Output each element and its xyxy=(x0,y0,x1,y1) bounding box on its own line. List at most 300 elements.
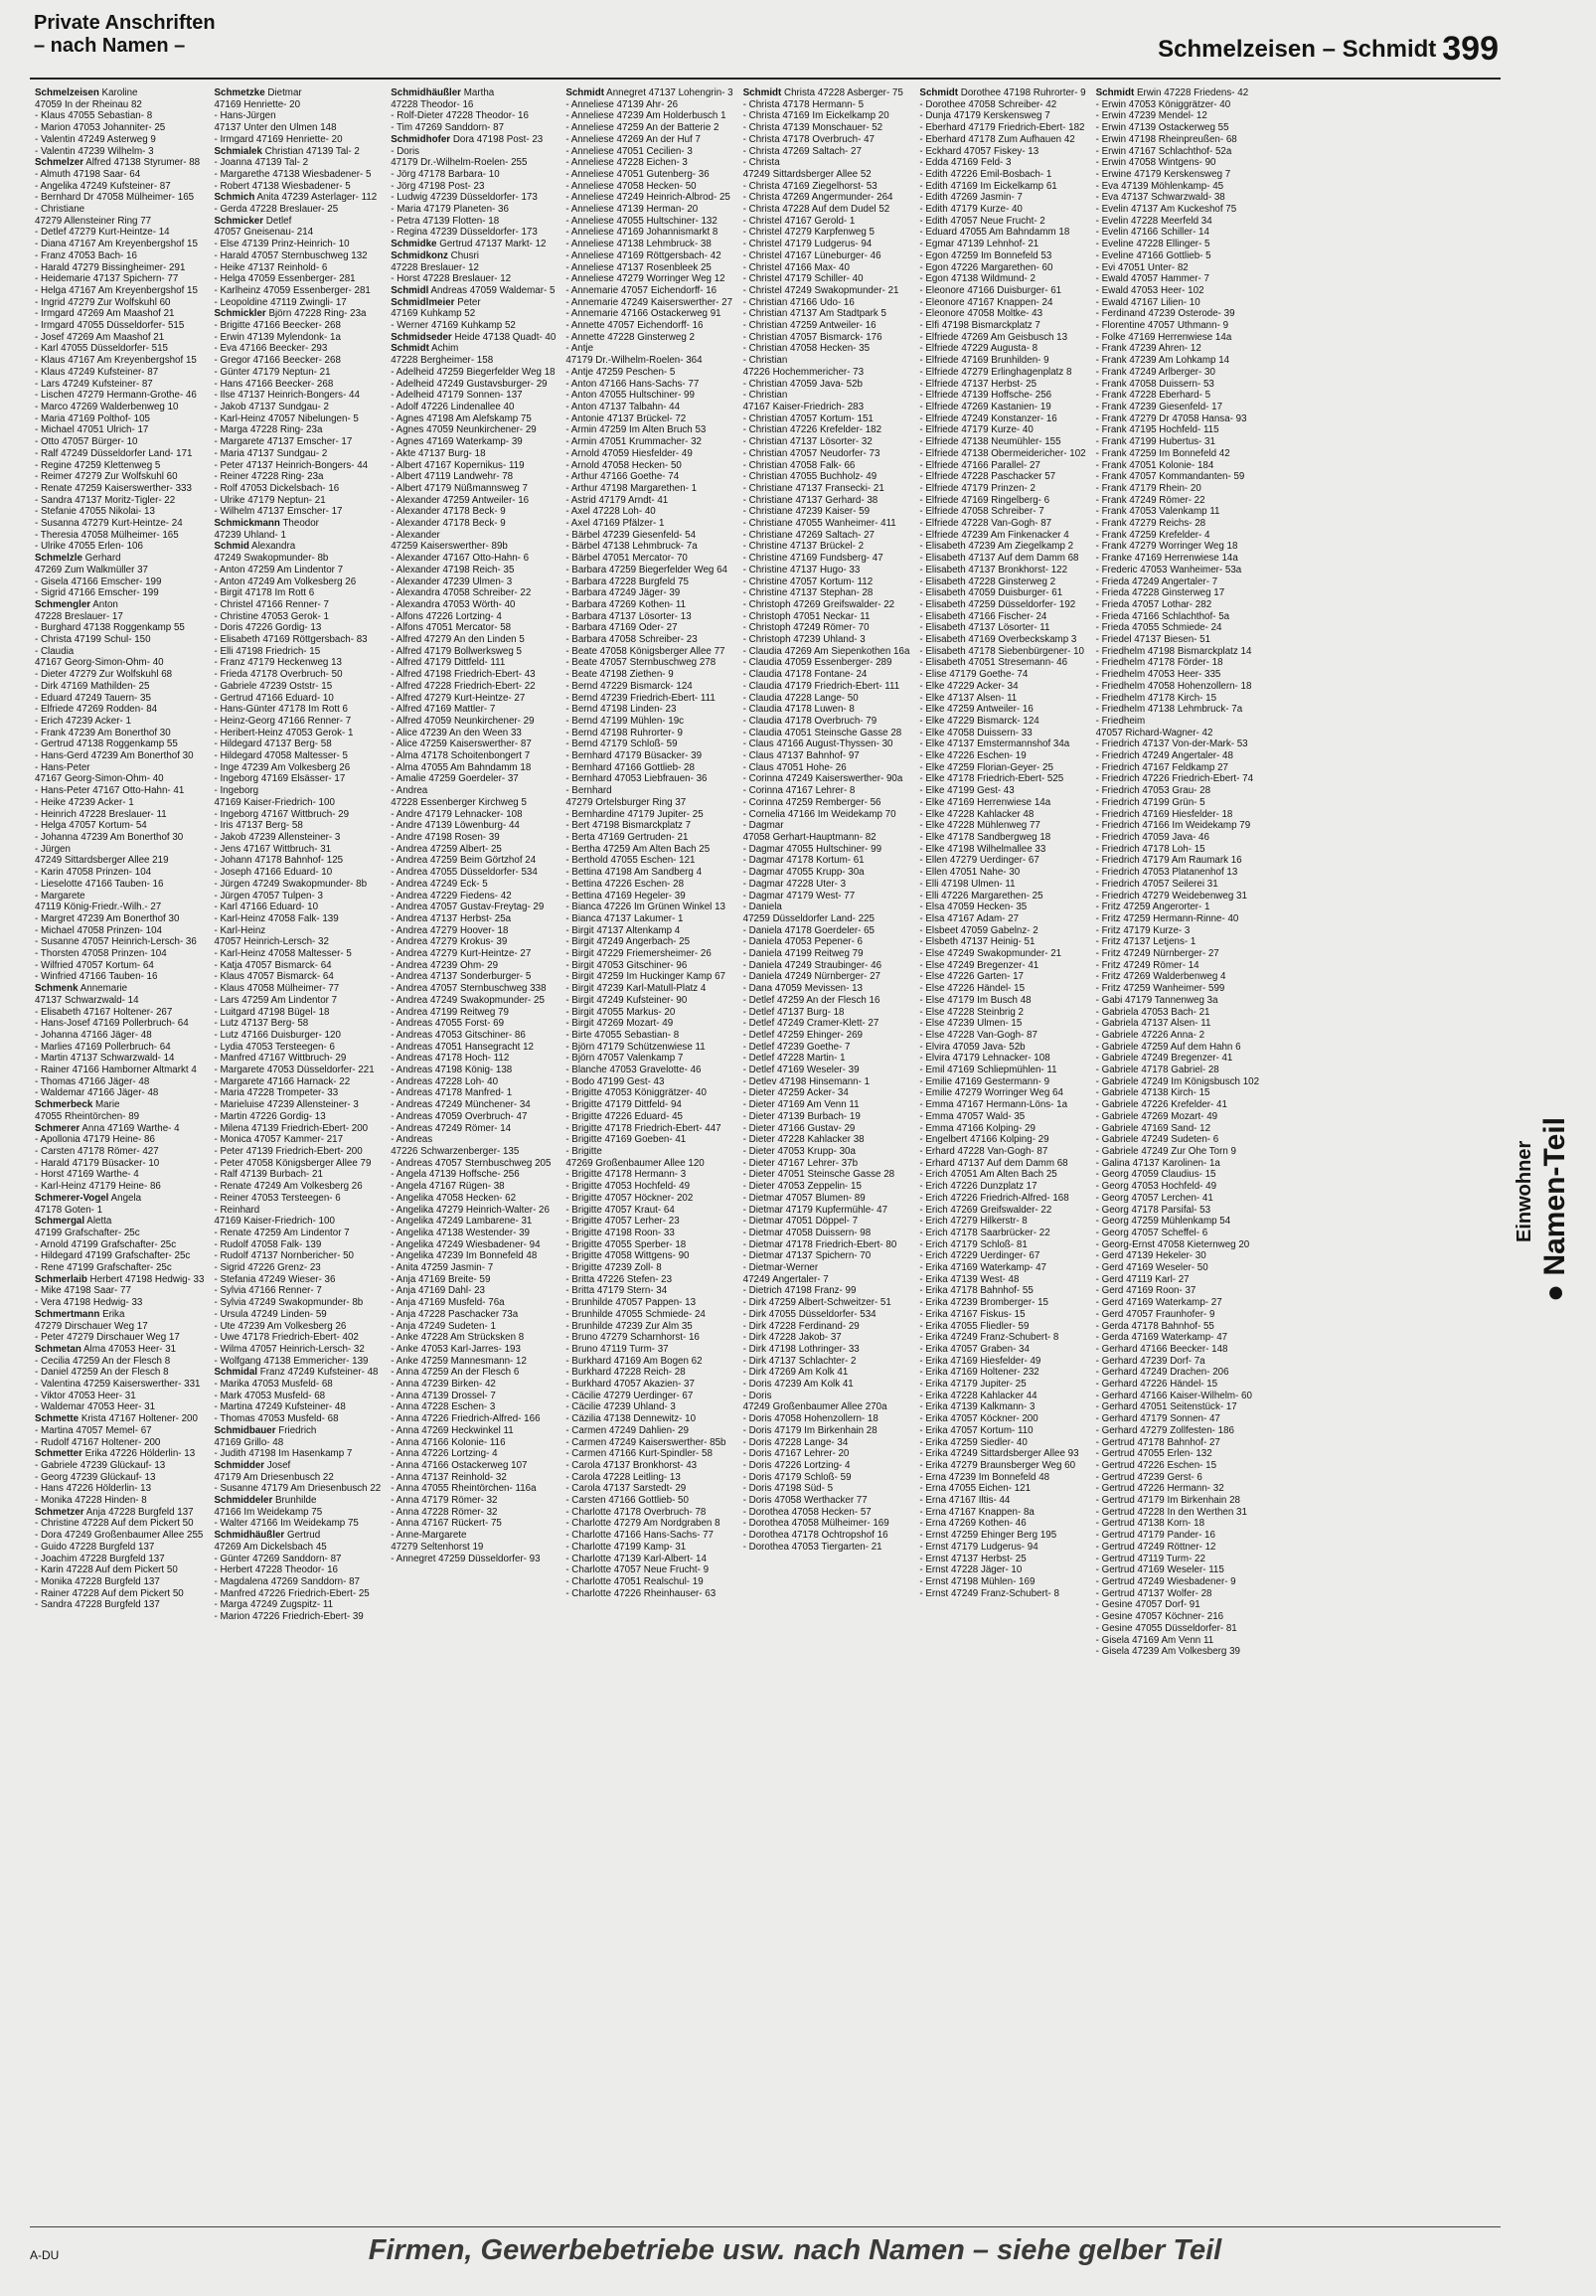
directory-entry: - Charlotte 47166 Hans-Sachs- 77 xyxy=(565,1530,714,1542)
directory-entry: - Dagmar 47055 Hultschiner- 99 xyxy=(742,843,882,855)
directory-entry: - Fritz 47259 Angerorter- 1 xyxy=(1095,902,1210,913)
directory-entry: - Claudia xyxy=(35,645,75,657)
directory-entry: - Birgit 47053 Gitschiner- 96 xyxy=(565,959,688,971)
directory-entry: - Frieda 47178 Overbruch- 50 xyxy=(214,669,343,681)
directory-entry: - Franz 47053 Bach- 16 xyxy=(35,249,137,261)
directory-entry: Schmidt Dorothee 47198 Ruhrorter- 9 xyxy=(919,87,1086,98)
directory-entry: Schmidhofer Dora 47198 Post- 23 xyxy=(391,133,544,145)
directory-entry: - Hildegard 47137 Berg- 58 xyxy=(214,738,332,750)
directory-entry: - Arnold 47058 Hecken- 50 xyxy=(565,459,682,471)
directory-entry: - Dagmar 47178 Kortum- 61 xyxy=(742,855,865,867)
directory-entry: - Andrea 47239 Ohm- 29 xyxy=(391,959,499,971)
directory-entry: - Hildegard 47199 Grafschafter- 25c xyxy=(35,1250,191,1262)
side-tab-small-label: Einwohner xyxy=(1514,1140,1535,1242)
directory-entry: - Erhard 47228 Van-Gogh- 87 xyxy=(919,1145,1048,1157)
directory-entry: - Susanne 47057 Heinrich-Lersch- 36 xyxy=(35,936,197,948)
directory-entry: - Christa 47269 Saltach- 27 xyxy=(742,145,862,157)
directory-entry: - Bernd 47179 Schloß- 59 xyxy=(565,738,678,750)
directory-entry: - Dirk 47228 Jakob- 37 xyxy=(742,1332,842,1344)
directory-entry: - Andreas 47178 Manfred- 1 xyxy=(391,1087,513,1099)
directory-entry: - Erna 47269 Kothen- 46 xyxy=(919,1518,1027,1530)
directory-entry: - Anna 47137 Reinhold- 32 xyxy=(391,1471,507,1483)
directory-entry: - Erna 47167 Knappen- 8a xyxy=(919,1506,1035,1518)
directory-entry: - Andre 47139 Löwenburg- 44 xyxy=(391,820,520,832)
directory-entry: - Elfriede 47269 Am Geisbusch 13 xyxy=(919,331,1068,343)
directory-entry: 47169 Kaiser-Friedrich- 100 xyxy=(214,1216,335,1228)
directory-entry: - Helga 47057 Kortum- 54 xyxy=(35,820,147,832)
directory-entry: Schmetzer Anja 47228 Burgfeld 137 xyxy=(35,1506,194,1518)
directory-entry: - Björn 47179 Schützenwiese 11 xyxy=(565,1041,706,1053)
directory-entry: - Eduard 47055 Am Bahndamm 18 xyxy=(919,227,1070,239)
directory-entry: - Ernst 47228 Jäger- 10 xyxy=(919,1564,1023,1576)
directory-entry: - Alfred 47059 Neunkirchener- 29 xyxy=(391,715,535,727)
directory-entry: - Johann 47178 Bahnhof- 125 xyxy=(214,855,344,867)
directory-entry: - Gisela 47166 Emscher- 199 xyxy=(35,575,162,587)
directory-entry: - Akte 47137 Burg- 18 xyxy=(391,447,486,459)
directory-entry: - Antje 47259 Peschen- 5 xyxy=(565,366,676,378)
directory-entry: - Monika 47228 Burgfeld 137 xyxy=(35,1576,160,1587)
directory-entry: - Andre 47179 Lehnacker- 108 xyxy=(391,808,523,820)
directory-entry: - Brigitte 47055 Sperber- 18 xyxy=(565,1238,687,1250)
directory-entry: - Christian 47055 Buchholz- 49 xyxy=(742,471,878,483)
directory-entry: 47279 Ortelsburger Ring 37 xyxy=(565,796,687,808)
directory-entry: - Christoph 47239 Uhland- 3 xyxy=(742,634,866,646)
directory-entry: - Elke 47169 Herrenwiese 14a xyxy=(919,796,1051,808)
directory-entry: - Dagmar 47055 Krupp- 30a xyxy=(742,867,865,879)
directory-entry: - Dietmar 47051 Döppel- 7 xyxy=(742,1216,859,1228)
directory-entry: - Theresia 47058 Mülheimer- 165 xyxy=(35,529,179,541)
directory-entry: - Barbara 47228 Burgfeld 75 xyxy=(565,575,689,587)
directory-entry: 47269 Zum Walkmüller 37 xyxy=(35,564,148,575)
directory-entry: - Dagmar 47228 Uter- 3 xyxy=(742,878,847,890)
directory-entry: - Gertrud 47226 Eschen- 15 xyxy=(1095,1459,1217,1471)
directory-entry: - Adelheid 47179 Sonnen- 137 xyxy=(391,390,523,402)
directory-entry: - Alexander xyxy=(391,529,440,541)
directory-entry: Schmidlmeier Peter xyxy=(391,296,481,308)
directory-entry: - Daniela xyxy=(742,902,782,913)
directory-entry: - Anna 47259 An der Flesch 6 xyxy=(391,1367,520,1379)
directory-entry: - Gerd 47119 Karl- 27 xyxy=(1095,1273,1190,1285)
directory-entry: - Dirk 47259 Albert-Schweitzer- 51 xyxy=(742,1297,891,1309)
directory-entry: - Alexander 47198 Reich- 35 xyxy=(391,564,515,575)
directory-entry: - Anneliese 47269 An der Huf 7 xyxy=(565,133,701,145)
directory-entry: - Anna 47167 Rückert- 75 xyxy=(391,1518,502,1530)
directory-entry: - Elisabeth 47167 Holtener- 267 xyxy=(35,1006,173,1018)
directory-entry: Schmidder Josef xyxy=(214,1459,291,1471)
directory-entry: - Ralf 47139 Burbach- 21 xyxy=(214,1169,323,1181)
directory-entry: - Daniela 47178 Goerdeler- 65 xyxy=(742,924,875,936)
directory-entry: 47167 Georg-Simon-Ohm- 40 xyxy=(35,657,164,669)
directory-entry: - Carola 47137 Bronkhorst- 43 xyxy=(565,1459,698,1471)
directory-entry: - Brigitte 47239 Zoll- 8 xyxy=(565,1262,662,1274)
directory-entry: - Joachim 47228 Burgfeld 137 xyxy=(35,1553,165,1564)
directory-entry: - Christine 47137 Hugo- 33 xyxy=(742,564,861,575)
directory-entry: - Anke 47228 Am Strücksken 8 xyxy=(391,1332,525,1344)
directory-entry: - Katja 47057 Bismarck- 64 xyxy=(214,959,332,971)
directory-entry: - Andreas 47249 Römer- 14 xyxy=(391,1122,512,1134)
directory-entry: - Christoph 47269 Greifswalder- 22 xyxy=(742,598,895,610)
directory-entry: - Bärbel 47138 Lehmbruck- 7a xyxy=(565,541,698,553)
directory-entry: - Gerd 47169 Roon- 37 xyxy=(1095,1285,1197,1297)
directory-entry: - Gerhard 47226 Händel- 15 xyxy=(1095,1379,1218,1391)
directory-entry: - Irmgard 47269 Am Maashof 21 xyxy=(35,308,175,320)
directory-entry: - Erich 47179 Schloß- 81 xyxy=(919,1238,1028,1250)
directory-column xyxy=(209,87,386,2222)
directory-entry: - Elfriede 47269 Rodden- 84 xyxy=(35,704,158,716)
directory-entry: - Frieda 47166 Schlachthof- 5a xyxy=(1095,610,1230,622)
directory-entry: - Barbara 47058 Schreiber- 23 xyxy=(565,634,698,646)
directory-entry: - Gerhard 47249 Drachen- 206 xyxy=(1095,1367,1229,1379)
directory-entry: - Anja 47169 Breite- 59 xyxy=(391,1273,491,1285)
directory-entry: - Anna 47179 Römer- 32 xyxy=(391,1495,498,1507)
directory-entry: - Frank 47199 Hubertus- 31 xyxy=(1095,436,1215,448)
directory-entry: - Elisabeth 47228 Ginsterweg 2 xyxy=(919,575,1056,587)
directory-entry: - Frank 47259 Im Bonnefeld 42 xyxy=(1095,447,1230,459)
directory-entry: 47179 Dr.-Wilhelm-Roelen- 364 xyxy=(565,355,703,367)
directory-entry: - Wilfried 47057 Kortum- 64 xyxy=(35,959,154,971)
directory-entry: - Alma 47178 Schoitenbongert 7 xyxy=(391,750,531,762)
directory-entry: - Gerd 47169 Weseler- 50 xyxy=(1095,1262,1208,1274)
directory-entry: - Apollonia 47179 Heine- 86 xyxy=(35,1134,155,1146)
directory-entry: - Emil 47169 Schliepmühlen- 11 xyxy=(919,1065,1057,1076)
directory-entry: - Erna 47055 Eichen- 121 xyxy=(919,1483,1032,1495)
directory-entry: - Andreas 47228 Loh- 40 xyxy=(391,1075,499,1087)
directory-entry: 47228 Theodor- 16 xyxy=(391,98,474,110)
directory-entry: - Franz 47179 Heckenweg 13 xyxy=(214,657,342,669)
directory-entry: - Gabriele 47178 Gabriel- 28 xyxy=(1095,1065,1219,1076)
directory-entry: - Andrea 47279 Krokus- 39 xyxy=(391,936,508,948)
directory-entry: - Annemarie 47166 Ostackerweg 91 xyxy=(565,308,721,320)
directory-entry: - Anna 47269 Heckwinkel 11 xyxy=(391,1424,514,1436)
directory-entry: - Hans-Peter 47167 Otto-Hahn- 41 xyxy=(35,785,185,797)
directory-entry: 47169 Kuhkamp 52 xyxy=(391,308,476,320)
directory-entry: - Dorothea 47178 Ochtropshof 16 xyxy=(742,1530,888,1542)
directory-entry: - Alexander 47167 Otto-Hahn- 6 xyxy=(391,553,530,565)
directory-entry: - Gabriela 47137 Alsen- 11 xyxy=(1095,1018,1211,1030)
directory-entry: - Monika 47228 Hinden- 8 xyxy=(35,1495,147,1507)
directory-entry: - Christa 47139 Monschauer- 52 xyxy=(742,122,883,134)
directory-entry: - Gisela 47239 Am Volkesberg 39 xyxy=(1095,1646,1241,1658)
directory-entry: - Ute 47239 Am Volkesberg 26 xyxy=(214,1320,347,1332)
directory-entry: - Carmen 47249 Kaiserswerther- 85b xyxy=(565,1436,726,1448)
directory-entry: - Dorothea 47053 Tiergarten- 21 xyxy=(742,1541,882,1553)
directory-entry: 47179 Am Driesenbusch 22 xyxy=(214,1471,334,1483)
directory-entry: - Christian xyxy=(742,355,788,367)
directory-entry: - Christian 47058 Falk- 66 xyxy=(742,459,856,471)
directory-entry: Schmelzer Alfred 47138 Styrumer- 88 xyxy=(35,157,201,169)
directory-entry: - Anne-Margarete xyxy=(391,1530,467,1542)
directory-entry: - Detlef 47239 Goethe- 7 xyxy=(742,1041,851,1053)
directory-entry: - Andrea 47057 Sternbuschweg 338 xyxy=(391,983,547,995)
directory-entry: - Ulrike 47055 Erlen- 106 xyxy=(35,541,143,553)
directory-entry: - Erika 47057 Graben- 34 xyxy=(919,1343,1030,1355)
directory-entry: - Fritz 47179 Kurze- 3 xyxy=(1095,924,1191,936)
directory-entry: - Christel 47179 Schiller- 40 xyxy=(742,273,864,285)
directory-entry: - Christine 47057 Kortum- 112 xyxy=(742,575,874,587)
directory-entry: - Elsbeet 47059 Gabelnz- 2 xyxy=(919,924,1038,936)
directory-entry: - Detlef 47169 Weseler- 39 xyxy=(742,1065,860,1076)
directory-entry: - Edith 47057 Neue Frucht- 2 xyxy=(919,215,1045,227)
directory-entry: - Arthur 47198 Margarethen- 1 xyxy=(565,482,698,494)
directory-entry: - Ingrid 47279 Zur Wolfskuhl 60 xyxy=(35,296,171,308)
directory-entry: - Georg-Ernst 47058 Kieternweg 20 xyxy=(1095,1238,1250,1250)
directory-entry: - Erika 47169 Holtener- 232 xyxy=(919,1367,1039,1379)
directory-entry: - Dietmar 47057 Blumen- 89 xyxy=(742,1192,866,1204)
directory-entry: - Else 47139 Prinz-Heinrich- 10 xyxy=(214,239,350,250)
directory-entry: - Elke 47229 Bismarck- 124 xyxy=(919,715,1039,727)
directory-entry: - Jens 47167 Wittbruch- 31 xyxy=(214,843,332,855)
directory-entry: 47228 Breslauer- 17 xyxy=(35,610,123,622)
directory-entry: - Albert 47167 Kopernikus- 119 xyxy=(391,459,525,471)
directory-entry: - Brigitte 47178 Hermann- 3 xyxy=(565,1169,687,1181)
directory-entry: - Anna 47166 Ostackerweg 107 xyxy=(391,1459,528,1471)
directory-entry: - Elfriede 47249 Konstanzer- 16 xyxy=(919,412,1057,424)
directory-entry: - Dieter 47139 Burbach- 19 xyxy=(742,1110,861,1122)
directory-entry: - Alfred 47169 Mattler- 7 xyxy=(391,704,496,716)
directory-entry: - Alexandra 47053 Wörth- 40 xyxy=(391,598,516,610)
directory-entry: - Petra 47139 Flotten- 18 xyxy=(391,215,500,227)
directory-entry: - Elisabeth 47137 Lösorter- 11 xyxy=(919,622,1050,634)
directory-entry: - Diana 47167 Am Kreyenbergshof 15 xyxy=(35,239,198,250)
directory-entry: - Anke 47259 Mannesmann- 12 xyxy=(391,1355,527,1367)
directory-column xyxy=(914,87,1090,2222)
directory-entry: - Christel 47166 Max- 40 xyxy=(742,261,850,273)
directory-entry: - Maria 47179 Planeten- 36 xyxy=(391,204,509,216)
directory-entry: - Magdalena 47269 Sanddorn- 87 xyxy=(214,1576,360,1587)
directory-entry: 47178 Goten- 1 xyxy=(35,1204,103,1216)
directory-entry: - Erwin 47053 Königgrätzer- 40 xyxy=(1095,98,1231,110)
directory-entry: - Anneliese 47169 Johannismarkt 8 xyxy=(565,227,718,239)
directory-entry: - Alfred 47228 Friedrich-Ebert- 22 xyxy=(391,680,536,692)
directory-entry: - Elisabeth 47178 Siebenbürgener- 10 xyxy=(919,645,1084,657)
directory-entry: - Claus 47166 August-Thyssen- 30 xyxy=(742,738,893,750)
directory-entry: - Florentine 47057 Uthmann- 9 xyxy=(1095,320,1229,332)
directory-entry: Schmidke Gertrud 47137 Markt- 12 xyxy=(391,239,547,250)
directory-entry: - Helga 47059 Essenberger- 281 xyxy=(214,273,356,285)
directory-entry: - Frank 47239 Giesenfeld- 17 xyxy=(1095,401,1223,412)
directory-entry: - Folke 47169 Herrenwiese 14a xyxy=(1095,331,1232,343)
directory-entry: - Elke 47178 Sandbergweg 18 xyxy=(919,832,1051,843)
directory-entry: - Friedhelm 47178 Förder- 18 xyxy=(1095,657,1223,669)
directory-entry: - Elfriede 47138 Neumühler- 155 xyxy=(919,436,1061,448)
directory-entry: - Dieter 47169 Am Venn 11 xyxy=(742,1099,860,1111)
directory-entry: - Bernhard xyxy=(565,785,612,797)
directory-entry: - Elke 47198 Wilhelmallee 33 xyxy=(919,843,1046,855)
directory-entry: - Brigitte 47057 Lerher- 23 xyxy=(565,1216,680,1228)
directory-entry: - Friedhelm 47178 Kirch- 15 xyxy=(1095,692,1217,704)
directory-entry: - Claudia 47179 Friedrich-Ebert- 111 xyxy=(742,680,900,692)
directory-entry: - Karl-Heinz 47058 Maltesser- 5 xyxy=(214,948,352,960)
directory-entry: - Peter 47139 Friedrich-Ebert- 200 xyxy=(214,1145,363,1157)
directory-entry: - Georg 47259 Mühlenkamp 54 xyxy=(1095,1216,1231,1228)
directory-entry: - Marion 47053 Johanniter- 25 xyxy=(35,122,166,134)
directory-entry: - Anneliese 47051 Gutenberg- 36 xyxy=(565,168,710,180)
directory-entry: - Eleonore 47058 Moltke- 43 xyxy=(919,308,1043,320)
directory-entry: - Brigitte 47226 Eduard- 45 xyxy=(565,1110,683,1122)
directory-entry: - Anna 47139 Drossel- 7 xyxy=(391,1390,496,1401)
directory-entry: - Alice 47239 An den Ween 33 xyxy=(391,727,522,738)
directory-entry: Schmette Krista 47167 Holtener- 200 xyxy=(35,1413,198,1425)
directory-entry: - Doris 47198 Süd- 5 xyxy=(742,1483,834,1495)
directory-entry: - Else 47228 Van-Gogh- 87 xyxy=(919,1029,1037,1041)
directory-entry: - Martina 47057 Memel- 67 xyxy=(35,1424,152,1436)
directory-entry: Schmicker Detlef xyxy=(214,215,292,227)
directory-entry: 47259 Kaiserswerther- 89b xyxy=(391,541,508,553)
directory-entry: - Lutz 47137 Berg- 58 xyxy=(214,1018,309,1030)
directory-entry: - Claudia 47178 Overbruch- 79 xyxy=(742,715,878,727)
directory-entry: - Dagmar xyxy=(742,820,784,832)
directory-entry: - Galina 47137 Karolinen- 1a xyxy=(1095,1157,1220,1169)
directory-entry: - Beate 47058 Königsberger Allee 77 xyxy=(565,645,725,657)
directory-entry: - Angela 47167 Rügen- 38 xyxy=(391,1181,505,1193)
directory-entry: - Doris 47226 Gordig- 13 xyxy=(214,622,322,634)
directory-entry: - Ernst 47259 Ehinger Berg 195 xyxy=(919,1530,1057,1542)
directory-entry: - Alexander 47239 Ulmen- 3 xyxy=(391,575,513,587)
directory-entry: - Elvira 47059 Java- 52b xyxy=(919,1041,1026,1053)
directory-entry: - Evelin 47137 Am Kuckeshof 75 xyxy=(1095,204,1237,216)
directory-entry: - Bärbel 47051 Mercator- 70 xyxy=(565,553,688,565)
directory-entry: - Bruno 47119 Turm- 37 xyxy=(565,1343,669,1355)
directory-entry: - Renate 47249 Am Volkesberg 26 xyxy=(214,1181,363,1193)
directory-entry: 47137 Unter den Ulmen 148 xyxy=(214,122,337,134)
directory-entry: - Brigitte 47057 Kraut- 64 xyxy=(565,1204,675,1216)
directory-entry: - Maria 47137 Sundgau- 2 xyxy=(214,447,328,459)
directory-entry: - Brigitte 47198 Roon- 33 xyxy=(565,1227,675,1238)
directory-entry: 47055 Rheintörchen- 89 xyxy=(35,1110,140,1122)
directory-entry: - Agnes 47169 Waterkamp- 39 xyxy=(391,436,523,448)
directory-entry: - Detlef 47249 Cramer-Klett- 27 xyxy=(742,1018,879,1030)
directory-entry: Schmidbauer Friedrich xyxy=(214,1424,317,1436)
directory-entry: - Elli 47198 Friedrich- 15 xyxy=(214,645,321,657)
directory-entry: - Carmen 47249 Dahlien- 29 xyxy=(565,1424,689,1436)
directory-entry: - Adolf 47226 Lindenallee 40 xyxy=(391,401,515,412)
directory-entry: - Daniel 47259 An der Flesch 8 xyxy=(35,1367,169,1379)
directory-entry: - Sigrid 47166 Emscher- 199 xyxy=(35,587,159,599)
directory-entry: - Elke 47229 Acker- 34 xyxy=(919,680,1019,692)
directory-entry: 47057 Richard-Wagner- 42 xyxy=(1095,727,1213,738)
directory-entry: - Gerhard 47166 Beecker- 148 xyxy=(1095,1343,1228,1355)
directory-entry: - Brigitte xyxy=(565,1145,602,1157)
footer-rule xyxy=(30,2226,1501,2227)
directory-entry: - Renate 47259 Kaiserswerther- 333 xyxy=(35,482,192,494)
directory-entry: - Uwe 47178 Friedrich-Ebert- 402 xyxy=(214,1332,359,1344)
directory-entry: 47249 Angertaler- 7 xyxy=(742,1273,829,1285)
directory-entry: - Andrea 47259 Albert- 25 xyxy=(391,843,502,855)
directory-entry: - Robert 47138 Wiesbadener- 5 xyxy=(214,180,351,192)
directory-entry: - Alexander 47178 Beck- 9 xyxy=(391,518,506,530)
directory-entry: 47058 Gerhart-Hauptmann- 82 xyxy=(742,832,877,843)
directory-entry: - Georg 47239 Glückauf- 13 xyxy=(35,1471,156,1483)
directory-entry: 47228 Essenberger Kirchweg 5 xyxy=(391,796,527,808)
directory-entry: - Albert 47119 Landwehr- 78 xyxy=(391,471,514,483)
directory-entry: - Birte 47055 Sebastian- 8 xyxy=(565,1029,680,1041)
directory-entry: 47279 Allensteiner Ring 77 xyxy=(35,215,152,227)
directory-entry: - Gerhard 47179 Sonnen- 47 xyxy=(1095,1413,1220,1425)
directory-entry: - Daniela 47249 Straubinger- 46 xyxy=(742,959,882,971)
directory-entry: - Brigitte 47178 Friedrich-Ebert- 447 xyxy=(565,1122,721,1134)
directory-entry: - Martin 47137 Schwarzwald- 14 xyxy=(35,1053,175,1065)
directory-entry: - Corinna 47259 Remberger- 56 xyxy=(742,796,881,808)
directory-entry: - Dietmar-Werner xyxy=(742,1262,819,1274)
directory-entry: - Cäcilie 47279 Uerdinger- 67 xyxy=(565,1390,694,1401)
directory-entry: 47239 Uhland- 1 xyxy=(214,529,286,541)
directory-entry: - Ewald 47057 Hammer- 7 xyxy=(1095,273,1209,285)
directory-entry: - Frank 47279 Reichs- 28 xyxy=(1095,518,1206,530)
directory-entry: - Björn 47057 Valenkamp 7 xyxy=(565,1053,684,1065)
directory-entry: - Anna 47166 Kolonie- 116 xyxy=(391,1436,506,1448)
directory-entry: - Gertrud 47055 Erlen- 132 xyxy=(1095,1448,1212,1460)
directory-entry: - Carsten 47178 Römer- 427 xyxy=(35,1145,159,1157)
directory-entry: - Dieter 47053 Krupp- 30a xyxy=(742,1145,856,1157)
directory-entry: - Friedrich 47053 Grau- 28 xyxy=(1095,785,1211,797)
directory-entry: - Erika 47259 Siedler- 40 xyxy=(919,1436,1028,1448)
directory-entry: - Anita 47259 Jasmin- 7 xyxy=(391,1262,494,1274)
directory-entry: - Gabriele 47259 Auf dem Hahn 6 xyxy=(1095,1041,1241,1053)
directory-entry: 47228 Bergheimer- 158 xyxy=(391,355,494,367)
directory-entry: - Andreas xyxy=(391,1134,433,1146)
directory-entry: - Andrea 47229 Fiedens- 42 xyxy=(391,890,512,902)
directory-entry: - Karl-Heinz xyxy=(214,924,266,936)
directory-entry: - Bettina 47169 Hegeler- 39 xyxy=(565,890,686,902)
directory-entry: - Heike 47239 Acker- 1 xyxy=(35,796,134,808)
directory-entry: - Gertrud 47249 Wiesbadener- 9 xyxy=(1095,1576,1236,1587)
directory-entry: - Dirk 47198 Lothringer- 33 xyxy=(742,1343,860,1355)
directory-entry: - Dorothee 47058 Schreiber- 42 xyxy=(919,98,1057,110)
directory-entry: - Frank 47195 Hochfeld- 115 xyxy=(1095,424,1219,436)
directory-entry: - Elfi 47198 Bismarckplatz 7 xyxy=(919,320,1040,332)
directory-entry: - Christel 47249 Swakopmunder- 21 xyxy=(742,284,899,296)
directory-entry: - Christine 47169 Fundsberg- 47 xyxy=(742,553,883,565)
directory-entry: - Christa xyxy=(742,157,780,169)
directory-entry: - Elisabeth 47051 Stresemann- 46 xyxy=(919,657,1068,669)
directory-entry: 47059 In der Rheinau 82 xyxy=(35,98,142,110)
directory-entry: Schmetan Alma 47053 Heer- 31 xyxy=(35,1343,177,1355)
directory-entry: - Guido 47228 Burgfeld 137 xyxy=(35,1541,155,1553)
directory-entry: 47249 Sittardsberger Allee 219 xyxy=(35,855,169,867)
directory-entry: - Else 47249 Bregenzer- 41 xyxy=(919,959,1039,971)
directory-entry: - Marlies 47169 Pollerbruch- 64 xyxy=(35,1041,171,1053)
directory-entry: - Frank 47249 Arlberger- 30 xyxy=(1095,366,1215,378)
directory-entry: - Daniela 47249 Nürnberger- 27 xyxy=(742,971,880,983)
directory-entry: - Gabriele 47169 Sand- 12 xyxy=(1095,1122,1211,1134)
directory-entry: - Herbert 47228 Theodor- 16 xyxy=(214,1564,339,1576)
directory-entry: - Elfriede 47239 Am Finkenacker 4 xyxy=(919,529,1069,541)
directory-entry: - Arthur 47166 Goethe- 74 xyxy=(565,471,680,483)
directory-entry: - Birgit 47239 Karl-Matull-Platz 4 xyxy=(565,983,707,995)
directory-entry: - Cornelia 47166 Im Weidekamp 70 xyxy=(742,808,896,820)
directory-entry: - Franke 47169 Herrenwiese 14a xyxy=(1095,553,1238,565)
directory-entry: - Erhard 47137 Auf dem Damm 68 xyxy=(919,1157,1068,1169)
directory-entry: - Klaus 47167 Am Kreyenbergshof 15 xyxy=(35,355,197,367)
directory-entry: - Brigitte 47169 Goeben- 41 xyxy=(565,1134,687,1146)
directory-entry: - Andreas 47057 Sternbuschweg 205 xyxy=(391,1157,552,1169)
directory-entry: - Karl-Heinz 47058 Falk- 139 xyxy=(214,912,339,924)
directory-entry: - Ewald 47053 Heer- 102 xyxy=(1095,284,1204,296)
directory-entry: - Marika 47053 Musfeld- 68 xyxy=(214,1379,333,1391)
directory-entry: - Friedrich 47279 Weidebenweg 31 xyxy=(1095,890,1247,902)
directory-entry: - Gertrud 47228 In den Werthen 31 xyxy=(1095,1506,1247,1518)
directory-entry: - Friedrich 47059 Java- 46 xyxy=(1095,832,1209,843)
directory-entry: - Gertrud 47166 Eduard- 10 xyxy=(214,692,334,704)
directory-entry: 47169 Henriette- 20 xyxy=(214,98,301,110)
directory-entry: - Marga 47249 Zugspitz- 11 xyxy=(214,1599,334,1611)
directory-entry: - Alice 47259 Kaiserswerther- 87 xyxy=(391,738,532,750)
directory-entry: - Eveline 47166 Gottlieb- 5 xyxy=(1095,249,1211,261)
directory-entry: - Claudia 47178 Luwen- 8 xyxy=(742,704,855,716)
directory-entry: - Dirk 47269 Am Kolk 41 xyxy=(742,1367,849,1379)
directory-entry: - Josef 47269 Am Maashof 21 xyxy=(35,331,165,343)
directory-entry: - Lars 47259 Am Lindentor 7 xyxy=(214,994,338,1006)
